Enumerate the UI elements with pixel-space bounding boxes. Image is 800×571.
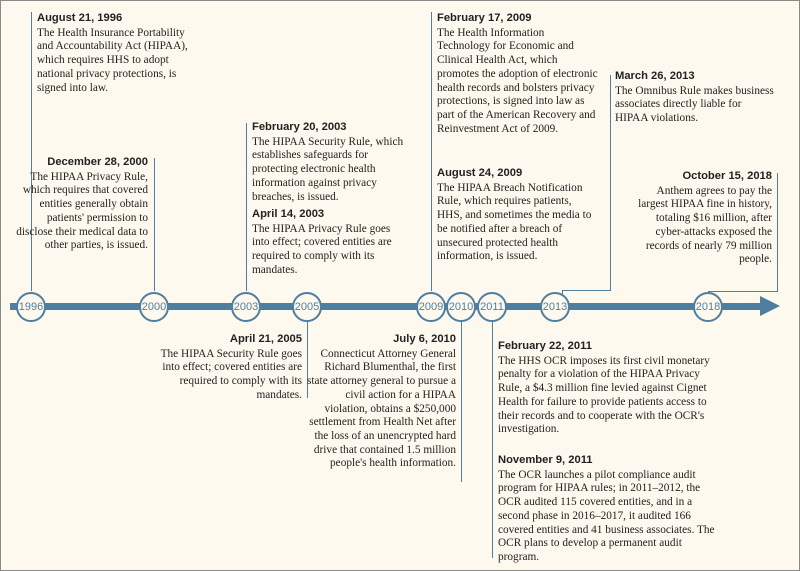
event-2009-02-17 xyxy=(437,12,599,136)
event-text: The HIPAA Privacy Rule goes into effect; covered entities are required to comply with its mandates. xyxy=(252,222,392,276)
event-text: The HIPAA Privacy Rule, which requires that covered entities generally obtain patients' permission to disclose their medical data to other parties, is issued. xyxy=(16,170,148,252)
connector-2000 xyxy=(154,158,155,291)
event-2018-10-15 xyxy=(625,170,772,267)
event-2000-12-28 xyxy=(12,156,148,253)
year-node-1996: 1996 xyxy=(16,292,46,322)
connector-2018 xyxy=(777,173,778,291)
event-2011-02-22 xyxy=(498,340,710,437)
year-node-2009: 2009 xyxy=(416,292,446,322)
connector-2003 xyxy=(246,123,247,291)
event-text: The Health Insurance Portability and Accountability Act (HIPAA), which requires HHS to adopt national privacy protections, is signed into law. xyxy=(37,26,188,94)
event-text: The Health Information Technology for Economic and Clinical Health Act, which promotes the adoption of electronic health records and bolsters privacy protections, is signed into law as part of the American Recovery and Reinvestment Act of 2009. xyxy=(437,26,598,135)
event-date: February 17, 2009 xyxy=(437,12,532,24)
event-date: August 21, 1996 xyxy=(37,12,123,24)
year-node-2003: 2003 xyxy=(231,292,261,322)
connector-2013-v xyxy=(610,75,611,290)
year-node-2013: 2013 xyxy=(540,292,570,322)
year-node-2011: 2011 xyxy=(477,292,507,322)
year-node-2005: 2005 xyxy=(292,292,322,322)
event-text: Anthem agrees to pay the largest HIPAA fine in history, totaling $16 million, after cyber-attacks exposed the records of nearly 79 million people. xyxy=(638,184,772,266)
event-text: The HIPAA Breach Notification Rule, which requires patients, HHS, and sometimes the media to be notified after a breach of unsecured protected health information, is issued. xyxy=(437,181,592,263)
connector-2010 xyxy=(461,322,462,482)
connector-2011 xyxy=(492,322,493,558)
event-2003-02-20 xyxy=(252,121,410,204)
event-2003-04-14 xyxy=(252,208,410,278)
connector-2018-h xyxy=(708,291,778,292)
event-2010-07-06 xyxy=(306,333,456,471)
event-text: Connecticut Attorney General Richard Blumenthal, the first state attorney general to pursue a civil action for a HIPAA violation, obtains a $250,000 settlement from Health Net after the loss of an unencrypted hard drive that contained 1.5 million people's health information. xyxy=(307,347,456,470)
event-text: The OCR launches a pilot compliance audit program for HIPAA rules; in 2011–2012, the OCR audited 115 covered entities, and in a second phase in 2016–2017, it audited 166 covered entities and 41 business associates. The OCR plans to develop a permanent audit program. xyxy=(498,468,715,563)
year-node-2010: 2010 xyxy=(446,292,476,322)
event-date: December 28, 2000 xyxy=(47,156,148,168)
event-2011-11-09 xyxy=(498,454,716,565)
event-text: The HIPAA Security Rule goes into effect; covered entities are required to comply with its mandates. xyxy=(160,347,302,401)
event-2005-04-21 xyxy=(148,333,302,403)
year-node-2000: 2000 xyxy=(139,292,169,322)
event-date: October 15, 2018 xyxy=(682,170,772,182)
event-text: The HHS OCR imposes its first civil monetary penalty for a violation of the HIPAA Privacy Rule, a $4.3 million fine levied against Cignet Health for failure to provide patients access to their records and to cooperate with the OCR's investigation. xyxy=(498,354,710,436)
event-date: August 24, 2009 xyxy=(437,167,523,179)
year-node-2018: 2018 xyxy=(693,292,723,322)
event-date: April 14, 2003 xyxy=(252,208,325,220)
event-date: April 21, 2005 xyxy=(229,333,302,345)
event-2009-08-24 xyxy=(437,167,599,264)
connector-2009 xyxy=(431,12,432,291)
connector-2013-h xyxy=(562,290,611,291)
event-date: February 22, 2011 xyxy=(498,340,592,352)
event-text: The HIPAA Security Rule, which establishes safeguards for protecting electronic health information against privacy breaches, is issued. xyxy=(252,135,404,203)
event-date: July 6, 2010 xyxy=(393,333,456,345)
timeline-axis xyxy=(10,303,762,310)
event-date: February 20, 2003 xyxy=(252,121,347,133)
event-date: March 26, 2013 xyxy=(615,70,695,82)
event-1996-08-21 xyxy=(37,12,199,95)
event-text: The Omnibus Rule makes business associates directly liable for HIPAA violations. xyxy=(615,84,774,125)
event-date: November 9, 2011 xyxy=(498,454,593,466)
event-2013-03-26 xyxy=(615,70,775,126)
timeline-arrowhead xyxy=(760,296,780,316)
